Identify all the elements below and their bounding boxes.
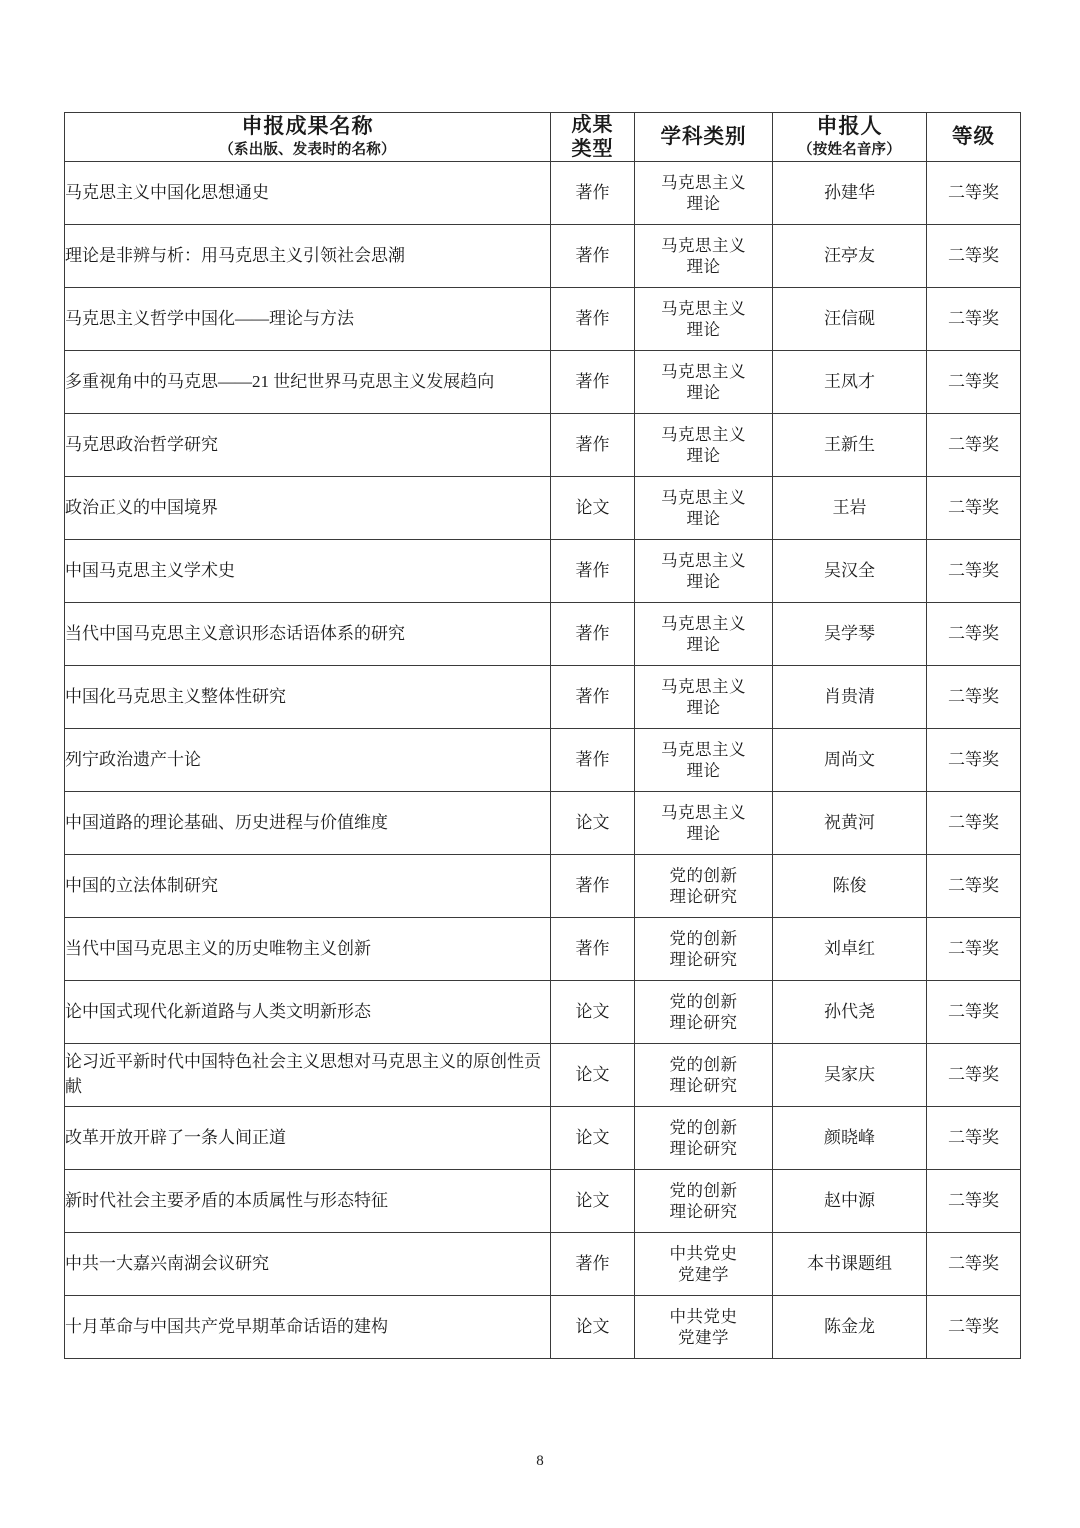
cell-discipline-line: 理论	[686, 446, 721, 465]
cell-discipline	[635, 162, 773, 225]
cell-discipline-line: 理论	[686, 635, 721, 654]
cell-achievement-name: 中国的立法体制研究	[65, 855, 551, 918]
cell-discipline-line: 理论研究	[669, 1139, 738, 1158]
cell-discipline	[635, 414, 773, 477]
cell-discipline	[635, 225, 773, 288]
cell-discipline-line: 党的创新	[669, 865, 738, 885]
cell-award-level: 二等奖	[927, 162, 1021, 225]
cell-discipline-line: 理论研究	[669, 1013, 738, 1032]
cell-achievement-type: 著作	[551, 855, 635, 918]
cell-discipline-line: 中共党史	[669, 1243, 738, 1263]
column-header-type-line1: 成果	[571, 114, 614, 136]
cell-discipline	[635, 288, 773, 351]
cell-achievement-name: 论习近平新时代中国特色社会主义思想对马克思主义的原创性贡献	[65, 1044, 551, 1107]
cell-discipline-line: 理论	[686, 383, 721, 402]
cell-achievement-type: 著作	[551, 540, 635, 603]
cell-achievement-type: 著作	[551, 603, 635, 666]
cell-achievement-name: 当代中国马克思主义意识形态话语体系的研究	[65, 603, 551, 666]
cell-discipline	[635, 666, 773, 729]
column-header-type	[551, 113, 635, 162]
cell-discipline	[635, 792, 773, 855]
cell-award-level: 二等奖	[927, 225, 1021, 288]
table-row	[65, 288, 1021, 351]
cell-discipline-line: 党的创新	[669, 991, 738, 1011]
cell-discipline	[635, 1170, 773, 1233]
cell-achievement-name: 理论是非辨与析：用马克思主义引领社会思潮	[65, 225, 551, 288]
table-row	[65, 855, 1021, 918]
cell-discipline-line: 马克思主义	[661, 172, 746, 192]
cell-achievement-name: 马克思政治哲学研究	[65, 414, 551, 477]
cell-award-level: 二等奖	[927, 981, 1021, 1044]
cell-achievement-type: 论文	[551, 792, 635, 855]
cell-discipline	[635, 1296, 773, 1359]
column-header-name	[65, 113, 551, 162]
cell-achievement-type: 著作	[551, 918, 635, 981]
award-results-table	[64, 112, 1021, 1359]
cell-award-level: 二等奖	[927, 351, 1021, 414]
cell-applicant: 肖贵清	[773, 666, 927, 729]
cell-discipline	[635, 603, 773, 666]
cell-award-level: 二等奖	[927, 1044, 1021, 1107]
cell-discipline-line: 马克思主义	[661, 361, 746, 381]
table-row	[65, 981, 1021, 1044]
cell-award-level: 二等奖	[927, 288, 1021, 351]
column-header-discipline-label: 学科类别	[660, 125, 747, 148]
table-row	[65, 1107, 1021, 1170]
cell-discipline-line: 党的创新	[669, 1117, 738, 1137]
cell-discipline-line: 党的创新	[669, 1054, 738, 1074]
cell-award-level: 二等奖	[927, 1170, 1021, 1233]
cell-achievement-type: 著作	[551, 729, 635, 792]
cell-discipline-line: 党的创新	[669, 928, 738, 948]
cell-discipline-line: 理论	[686, 824, 721, 843]
cell-discipline-line: 理论	[686, 320, 721, 339]
cell-applicant: 祝黄河	[773, 792, 927, 855]
cell-achievement-name: 改革开放开辟了一条人间正道	[65, 1107, 551, 1170]
cell-achievement-name: 新时代社会主要矛盾的本质属性与形态特征	[65, 1170, 551, 1233]
cell-applicant: 颜晓峰	[773, 1107, 927, 1170]
cell-achievement-type: 论文	[551, 981, 635, 1044]
cell-achievement-type: 论文	[551, 1044, 635, 1107]
column-header-person	[773, 113, 927, 162]
cell-applicant: 周尚文	[773, 729, 927, 792]
column-header-name-sub: （系出版、发表时的名称）	[219, 142, 396, 159]
cell-award-level: 二等奖	[927, 603, 1021, 666]
column-header-person-sub: （按姓名音序）	[798, 142, 901, 159]
cell-award-level: 二等奖	[927, 414, 1021, 477]
cell-achievement-name: 中国马克思主义学术史	[65, 540, 551, 603]
table-row	[65, 225, 1021, 288]
cell-discipline-line: 马克思主义	[661, 676, 746, 696]
cell-award-level: 二等奖	[927, 540, 1021, 603]
cell-applicant: 陈金龙	[773, 1296, 927, 1359]
table-row	[65, 162, 1021, 225]
column-header-level	[927, 113, 1021, 162]
cell-award-level: 二等奖	[927, 477, 1021, 540]
column-header-name-main: 申报成果名称	[241, 113, 374, 138]
table-row	[65, 540, 1021, 603]
cell-achievement-name: 中共一大嘉兴南湖会议研究	[65, 1233, 551, 1296]
cell-applicant: 赵中源	[773, 1170, 927, 1233]
cell-achievement-type: 论文	[551, 1170, 635, 1233]
cell-applicant: 刘卓红	[773, 918, 927, 981]
cell-achievement-name: 马克思主义中国化思想通史	[65, 162, 551, 225]
cell-discipline-line: 理论	[686, 257, 721, 276]
table-row	[65, 603, 1021, 666]
cell-discipline-line: 理论	[686, 194, 721, 213]
table-row	[65, 1044, 1021, 1107]
cell-applicant: 吴家庆	[773, 1044, 927, 1107]
cell-discipline-line: 马克思主义	[661, 424, 746, 444]
cell-discipline	[635, 1044, 773, 1107]
cell-discipline-line: 马克思主义	[661, 235, 746, 255]
cell-achievement-name: 当代中国马克思主义的历史唯物主义创新	[65, 918, 551, 981]
cell-discipline	[635, 981, 773, 1044]
cell-award-level: 二等奖	[927, 855, 1021, 918]
table-row	[65, 414, 1021, 477]
cell-discipline	[635, 351, 773, 414]
table-body	[65, 162, 1021, 1359]
cell-achievement-type: 著作	[551, 225, 635, 288]
table-row	[65, 666, 1021, 729]
cell-award-level: 二等奖	[927, 918, 1021, 981]
cell-discipline-line: 马克思主义	[661, 739, 746, 759]
cell-award-level: 二等奖	[927, 729, 1021, 792]
cell-achievement-name: 列宁政治遗产十论	[65, 729, 551, 792]
cell-discipline	[635, 855, 773, 918]
cell-applicant: 陈俊	[773, 855, 927, 918]
cell-discipline-line: 理论	[686, 761, 721, 780]
cell-discipline-line: 理论研究	[669, 1202, 738, 1221]
cell-achievement-name: 中国化马克思主义整体性研究	[65, 666, 551, 729]
cell-discipline	[635, 477, 773, 540]
cell-achievement-type: 著作	[551, 666, 635, 729]
cell-achievement-name: 多重视角中的马克思——21 世纪世界马克思主义发展趋向	[65, 351, 551, 414]
cell-applicant: 王新生	[773, 414, 927, 477]
cell-award-level: 二等奖	[927, 792, 1021, 855]
table-row	[65, 1296, 1021, 1359]
cell-discipline-line: 理论研究	[669, 950, 738, 969]
table-row	[65, 729, 1021, 792]
cell-achievement-name: 中国道路的理论基础、历史进程与价值维度	[65, 792, 551, 855]
cell-discipline-line: 党的创新	[669, 1180, 738, 1200]
column-header-discipline	[635, 113, 773, 162]
cell-discipline-line: 马克思主义	[661, 487, 746, 507]
cell-award-level: 二等奖	[927, 666, 1021, 729]
column-header-type-line2: 类型	[571, 138, 614, 160]
cell-achievement-name: 论中国式现代化新道路与人类文明新形态	[65, 981, 551, 1044]
cell-applicant: 王岩	[773, 477, 927, 540]
cell-discipline-line: 理论研究	[669, 1076, 738, 1095]
cell-discipline-line: 马克思主义	[661, 613, 746, 633]
cell-achievement-type: 论文	[551, 1107, 635, 1170]
table-row	[65, 792, 1021, 855]
column-header-person-main: 申报人	[816, 113, 883, 138]
table-header	[65, 113, 1021, 162]
cell-discipline-line: 中共党史	[669, 1306, 738, 1326]
cell-applicant: 本书课题组	[773, 1233, 927, 1296]
cell-achievement-type: 著作	[551, 162, 635, 225]
table-row	[65, 1233, 1021, 1296]
cell-applicant: 孙建华	[773, 162, 927, 225]
table-header-row	[65, 113, 1021, 162]
cell-discipline-line: 理论	[686, 509, 721, 528]
cell-applicant: 汪信砚	[773, 288, 927, 351]
cell-achievement-type: 论文	[551, 477, 635, 540]
cell-discipline	[635, 729, 773, 792]
cell-discipline	[635, 1233, 773, 1296]
page-number: 8	[536, 1453, 544, 1469]
cell-applicant: 吴学琴	[773, 603, 927, 666]
cell-achievement-type: 著作	[551, 1233, 635, 1296]
cell-award-level: 二等奖	[927, 1107, 1021, 1170]
cell-discipline-line: 理论研究	[669, 887, 738, 906]
cell-applicant: 吴汉全	[773, 540, 927, 603]
cell-discipline-line: 马克思主义	[661, 298, 746, 318]
cell-achievement-type: 著作	[551, 414, 635, 477]
cell-award-level: 二等奖	[927, 1233, 1021, 1296]
cell-achievement-name: 马克思主义哲学中国化——理论与方法	[65, 288, 551, 351]
cell-applicant: 王凤才	[773, 351, 927, 414]
cell-applicant: 孙代尧	[773, 981, 927, 1044]
table-row	[65, 1170, 1021, 1233]
cell-discipline	[635, 918, 773, 981]
cell-discipline-line: 理论	[686, 698, 721, 717]
cell-discipline	[635, 1107, 773, 1170]
cell-discipline-line: 马克思主义	[661, 550, 746, 570]
table-row	[65, 918, 1021, 981]
cell-discipline-line: 党建学	[678, 1265, 729, 1284]
column-header-level-label: 等级	[952, 125, 995, 148]
cell-applicant: 汪亭友	[773, 225, 927, 288]
cell-achievement-type: 著作	[551, 288, 635, 351]
cell-achievement-type: 著作	[551, 351, 635, 414]
cell-discipline-line: 理论	[686, 572, 721, 591]
table-row	[65, 351, 1021, 414]
cell-discipline	[635, 540, 773, 603]
cell-achievement-name: 政治正义的中国境界	[65, 477, 551, 540]
table-row	[65, 477, 1021, 540]
cell-achievement-name: 十月革命与中国共产党早期革命话语的建构	[65, 1296, 551, 1359]
cell-discipline-line: 马克思主义	[661, 802, 746, 822]
cell-discipline-line: 党建学	[678, 1328, 729, 1347]
cell-award-level: 二等奖	[927, 1296, 1021, 1359]
cell-achievement-type: 论文	[551, 1296, 635, 1359]
